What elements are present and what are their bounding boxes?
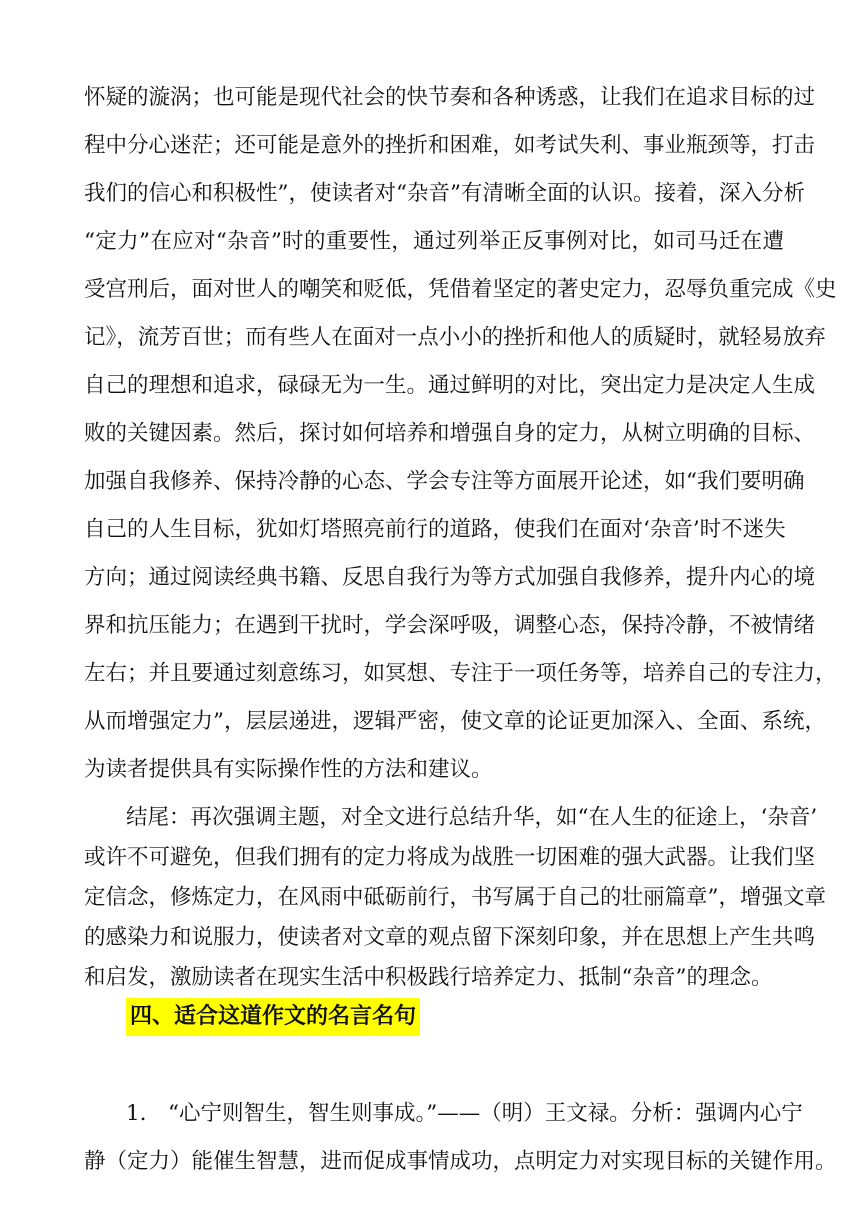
text-line: 左右；并且要通过刻意练习，如冥想、专注于一项任务等，培养自己的专注力， [84,661,837,686]
text-line: 我们的信心和积极性”，使读者对“杂音”有清晰全面的认识。接着，深入分析 [84,181,805,206]
text-line: 界和抗压能力；在遇到干扰时，学会深呼吸，调整心态，保持冷静，不被情绪 [84,613,816,638]
text-line: 加强自我修养、保持冷静的心态、学会专注等方面展开论述，如“我们要明确 [84,469,805,494]
section-heading: 四、适合这道作文的名言名句 [126,998,420,1036]
text-line: 从而增强定力”，层层递进，逻辑严密，使文章的论证更加深入、全面、系统， [84,709,826,734]
text-line: 为读者提供具有实际操作性的方法和建议。 [84,757,493,782]
text-line: 和启发，激励读者在现实生活中积极践行培养定力、抵制“杂音”的理念。 [84,965,773,990]
text-line: 方向；通过阅读经典书籍、反思自我行为等方式加强自我修养，提升内心的境 [84,565,816,590]
text-line: 定信念，修炼定力，在风雨中砥砺前行，书写属于自己的壮丽篇章”，增强文章 [84,885,826,910]
text-line: 怀疑的漩涡；也可能是现代社会的快节奏和各种诱惑，让我们在追求目标的过 [84,85,816,110]
text-line: “定力”在应对“杂音”时的重要性，通过列举正反事例对比，如司马迁在遭 [84,229,784,254]
text-line: 1. “心宁则智生，智生则事成。”——（明）王文禄。分析：强调内心宁 [126,1101,803,1126]
text-line: 结尾：再次强调主题，对全文进行总结升华，如“在人生的征途上，‘杂音’ [126,805,818,830]
text-line: 程中分心迷茫；还可能是意外的挫折和困难，如考试失利、事业瓶颈等，打击 [84,133,816,158]
text-line: 受宫刑后，面对世人的嘲笑和贬低，凭借着坚定的著史定力，忍辱负重完成《史 [84,277,837,302]
text-line: 败的关键因素。然后，探讨如何培养和增强自身的定力，从树立明确的目标、 [84,421,816,446]
text-line: 静（定力）能催生智慧，进而促成事情成功，点明定力对实现目标的关键作用。 [84,1149,837,1174]
text-line: 自己的人生目标，犹如灯塔照亮前行的道路，使我们在面对‘杂音’时不迷失 [84,517,786,542]
text-line: 的感染力和说服力，使读者对文章的观点留下深刻印象，并在思想上产生共鸣 [84,925,816,950]
text-line: 或许不可避免，但我们拥有的定力将成为战胜一切困难的强大武器。让我们坚 [84,845,816,870]
text-line: 自己的理想和追求，碌碌无为一生。通过鲜明的对比，突出定力是决定人生成 [84,373,816,398]
text-line: 记》，流芳百世；而有些人在面对一点小小的挫折和他人的质疑时，就轻易放弃 [84,325,826,350]
